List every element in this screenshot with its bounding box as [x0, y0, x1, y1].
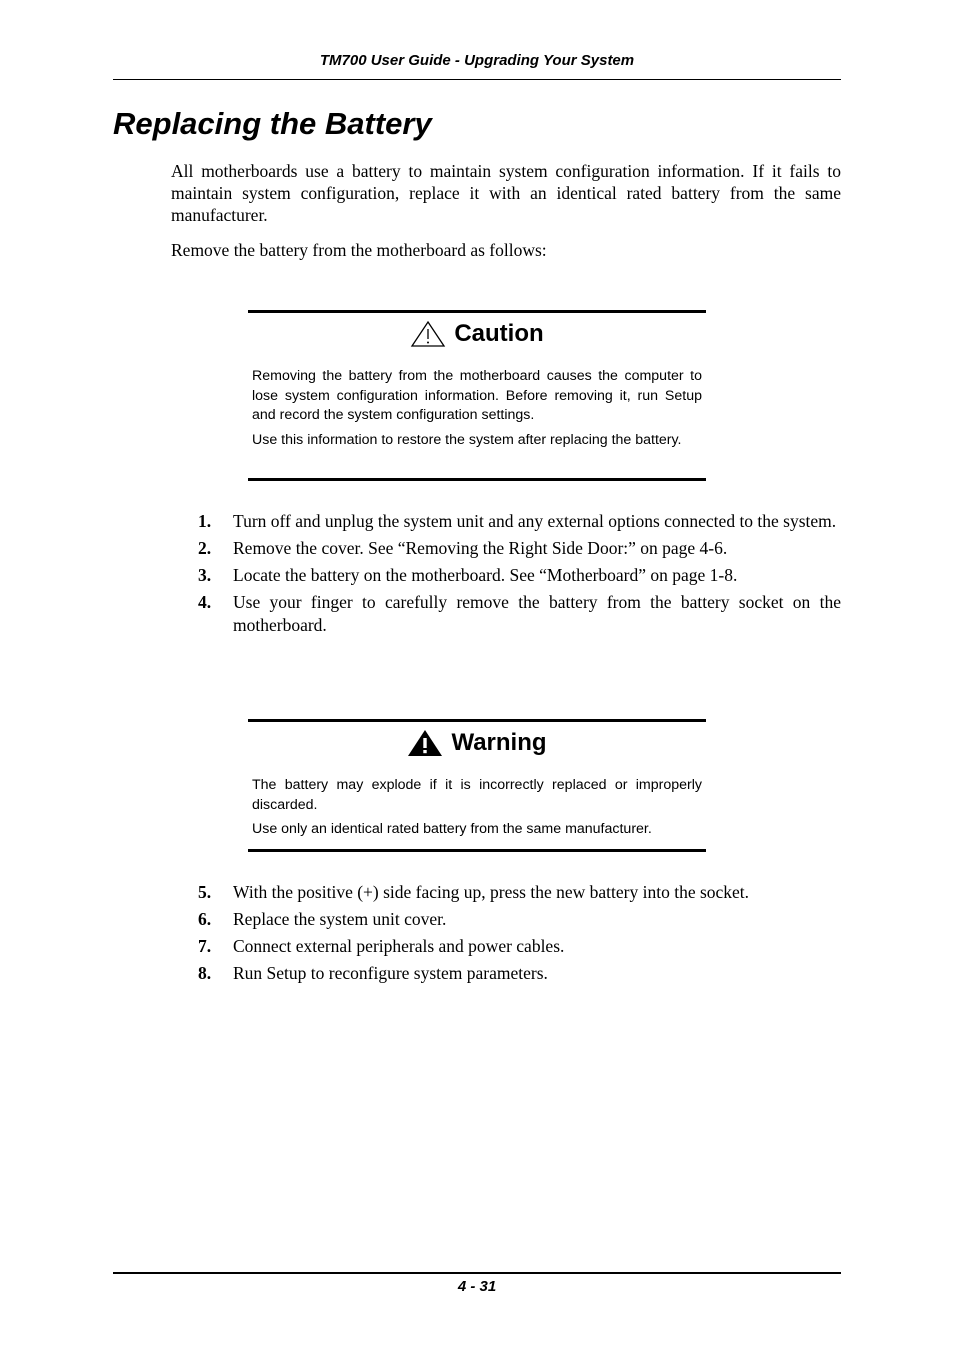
list-item [198, 908, 841, 931]
step-text: Run Setup to reconfigure system parameters. [233, 963, 548, 983]
step-number: 6. [198, 909, 212, 929]
header-divider [113, 79, 841, 80]
running-header: TM700 User Guide - Upgrading Your System [319, 52, 635, 69]
caution-text-1: Removing the battery from the motherboard causes the computer to lose system configuration information. Before removing it, run Setup and record the system configuration settings. [252, 368, 702, 423]
list-item [198, 564, 841, 587]
steps-list-second [198, 881, 841, 989]
warning-text-2: Use only an identical rated battery from the same manufacturer. [252, 821, 652, 837]
warning-title: Warning [451, 729, 547, 756]
step-number: 3. [198, 565, 212, 585]
warning-box [248, 719, 706, 852]
list-item [198, 935, 841, 958]
step-text: Remove the cover. See “Removing the Right Side Door:” on page 4-6. [233, 538, 728, 558]
step-text: Replace the system unit cover. [233, 909, 447, 929]
step-number: 1. [198, 511, 212, 531]
step-text: Connect external peripherals and power cables. [233, 936, 565, 956]
list-item [198, 591, 841, 637]
page-number: 4 - 31 [457, 1278, 497, 1295]
list-item [198, 510, 841, 533]
step-text: With the positive (+) side facing up, press the new battery into the socket. [233, 882, 750, 902]
step-number: 2. [198, 538, 212, 558]
step-number: 8. [198, 963, 212, 983]
list-item [198, 537, 841, 560]
caution-triangle-outline-icon [410, 320, 446, 348]
list-item [198, 962, 841, 985]
step-text: Turn off and unplug the system unit and any external options connected to the system. [233, 511, 837, 531]
step-number: 5. [198, 882, 212, 902]
step-number: 4. [198, 592, 212, 612]
warning-triangle-filled-icon [407, 729, 443, 757]
warning-heading [248, 728, 706, 758]
caution-text-2: Use this information to restore the system after replacing the battery. [252, 431, 682, 448]
steps-list-first [198, 510, 841, 641]
caution-title: Caution [454, 320, 544, 347]
step-text: Locate the battery on the motherboard. See “Motherboard” on page 1-8. [233, 565, 738, 585]
caution-heading [248, 319, 706, 349]
page-title: Replacing the Battery [113, 106, 432, 141]
caution-box [248, 310, 706, 481]
warning-text-1: The battery may explode if it is incorrectly replaced or improperly discarded. [252, 777, 702, 813]
footer-divider [113, 1272, 841, 1274]
step-text: Use your finger to carefully remove the battery from the battery socket on the motherboard. [233, 592, 841, 635]
intro-instruction: Remove the battery from the motherboard as follows: [171, 240, 547, 260]
list-item [198, 881, 841, 904]
step-number: 7. [198, 936, 212, 956]
intro-paragraph: All motherboards use a battery to maintain system configuration information. If it fails to maintain system configuration, replace it with an identical rated battery from the same manufacturer. [171, 161, 841, 225]
